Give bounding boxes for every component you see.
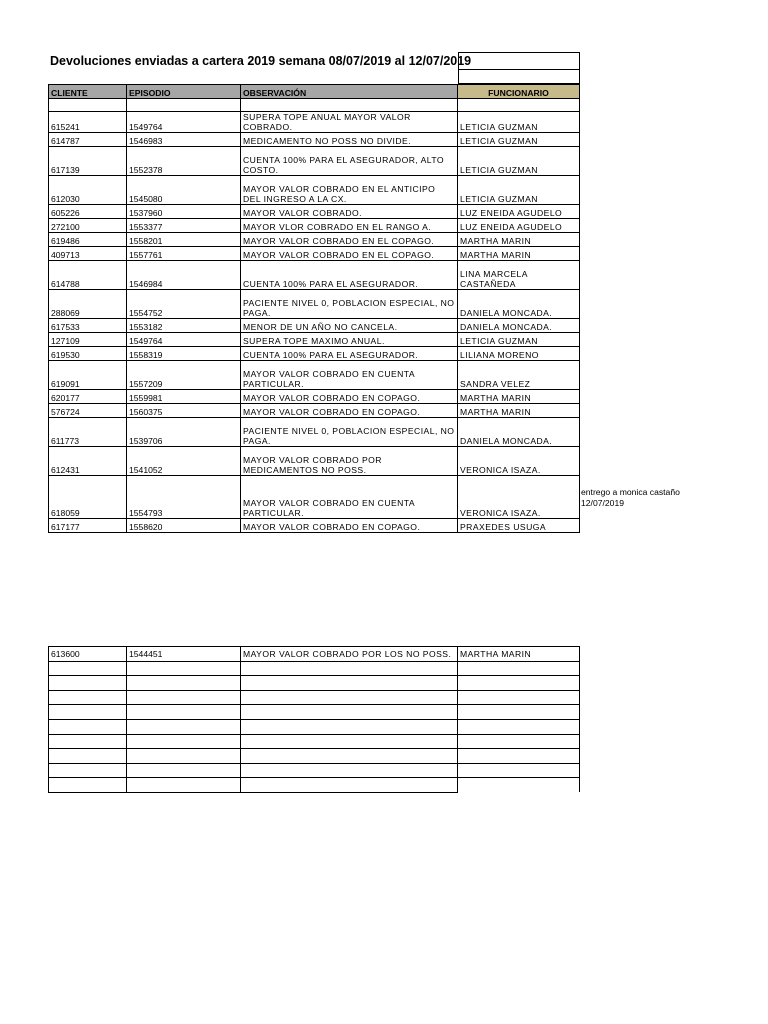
empty-cell[interactable] [458, 676, 580, 691]
table-row[interactable] [49, 290, 580, 319]
observacion-cell[interactable]: MAYOR VLOR COBRADO EN EL RANGO A. [241, 219, 458, 233]
table-row[interactable] [49, 261, 580, 290]
observacion-cell[interactable]: MAYOR VALOR COBRADO POR MEDICAMENTOS NO POSS. [241, 447, 458, 476]
empty-cell[interactable] [127, 719, 241, 734]
empty-cell[interactable] [49, 778, 127, 793]
episodio-cell[interactable]: 1549764 [127, 333, 241, 347]
empty-row[interactable] [49, 661, 580, 676]
observacion-cell[interactable]: MAYOR VALOR COBRADO EN EL ANTICIPO DEL INGRESO A LA CX. [241, 176, 458, 205]
episodio-cell[interactable]: 1546984 [127, 261, 241, 290]
funcionario-cell[interactable]: LUZ ENEIDA AGUDELO [458, 219, 580, 233]
table-row[interactable] [49, 333, 580, 347]
episodio-cell[interactable]: 1553182 [127, 319, 241, 333]
observacion-cell[interactable]: MAYOR VALOR COBRADO EN COPAGO. [241, 519, 458, 533]
cliente-cell[interactable]: 612431 [49, 447, 127, 476]
funcionario-cell[interactable]: SANDRA VELEZ [458, 361, 580, 390]
funcionario-cell[interactable]: DANIELA MONCADA. [458, 418, 580, 447]
episodio-cell[interactable]: 1560375 [127, 404, 241, 418]
empty-cell[interactable] [241, 763, 458, 778]
table-row[interactable] [49, 219, 580, 233]
episodio-cell[interactable]: 1546983 [127, 133, 241, 147]
delivery-note: entrego a monica castaño 12/07/2019 [581, 487, 680, 508]
empty-cell[interactable] [127, 734, 241, 749]
observacion-cell[interactable]: MAYOR VALOR COBRADO EN EL COPAGO. [241, 247, 458, 261]
empty-cell[interactable] [458, 763, 580, 778]
page-title: Devoluciones enviadas a cartera 2019 semana 08/07/2019 al 12/07/2019 [50, 54, 472, 68]
observacion-cell[interactable]: MAYOR VALOR COBRADO EN CUENTA PARTICULAR. [241, 361, 458, 390]
funcionario-cell[interactable]: LETICIA GUZMAN [458, 112, 580, 133]
header-episodio[interactable]: EPISODIO [127, 85, 241, 99]
empty-cell[interactable] [458, 734, 580, 749]
observacion-cell[interactable]: SUPERA TOPE MAXIMO ANUAL. [241, 333, 458, 347]
observacion-cell[interactable]: MENOR DE UN AÑO NO CANCELA. [241, 319, 458, 333]
empty-cell[interactable] [127, 749, 241, 764]
title-box [458, 52, 580, 84]
empty-cell[interactable] [49, 763, 127, 778]
funcionario-cell[interactable]: PRAXEDES USUGA [458, 519, 580, 533]
cliente-cell[interactable]: 617177 [49, 519, 127, 533]
empty-cell[interactable] [127, 763, 241, 778]
cliente-cell[interactable]: 619486 [49, 233, 127, 247]
table-row[interactable] [49, 390, 580, 404]
observacion-cell[interactable]: MAYOR VALOR COBRADO POR LOS NO POSS. [241, 647, 458, 662]
empty-row[interactable] [49, 763, 580, 778]
cliente-cell[interactable]: 272100 [49, 219, 127, 233]
empty-cell[interactable] [241, 749, 458, 764]
funcionario-cell[interactable]: VERONICA ISAZA. [458, 447, 580, 476]
funcionario-cell[interactable]: LUZ ENEIDA AGUDELO [458, 205, 580, 219]
funcionario-cell[interactable]: LILIANA MORENO [458, 347, 580, 361]
empty-row[interactable] [49, 676, 580, 691]
cliente-cell[interactable]: 409713 [49, 247, 127, 261]
empty-cell[interactable] [49, 749, 127, 764]
table-row[interactable] [49, 233, 580, 247]
observacion-cell[interactable]: MAYOR VALOR COBRADO. [241, 205, 458, 219]
empty-cell[interactable] [458, 749, 580, 764]
empty-cell[interactable] [458, 690, 580, 705]
empty-cell[interactable] [127, 690, 241, 705]
empty-cell[interactable] [458, 705, 580, 720]
cliente-cell[interactable]: 288069 [49, 290, 127, 319]
episodio-cell[interactable]: 1544451 [127, 647, 241, 662]
empty-row[interactable] [49, 734, 580, 749]
episodio-cell[interactable]: 1537960 [127, 205, 241, 219]
episodio-cell[interactable]: 1541052 [127, 447, 241, 476]
header-cliente[interactable]: CLIENTE [49, 85, 127, 99]
empty-cell[interactable] [458, 778, 580, 793]
episodio-cell[interactable]: 1554752 [127, 290, 241, 319]
episodio-cell[interactable]: 1558201 [127, 233, 241, 247]
empty-cell[interactable] [49, 734, 127, 749]
cliente-cell[interactable]: 618059 [49, 476, 127, 519]
table-row[interactable] [49, 147, 580, 176]
cliente-cell[interactable]: 619091 [49, 361, 127, 390]
table-row[interactable] [49, 247, 580, 261]
observacion-cell[interactable]: CUENTA 100% PARA EL ASEGURADOR. [241, 261, 458, 290]
table-row[interactable] [49, 404, 580, 418]
observacion-cell[interactable]: PACIENTE NIVEL 0, POBLACION ESPECIAL, NO PAGA. [241, 418, 458, 447]
empty-cell[interactable] [127, 778, 241, 793]
second-table [48, 646, 580, 793]
cliente-cell[interactable]: 617139 [49, 147, 127, 176]
observacion-cell[interactable]: CUENTA 100% PARA EL ASEGURADOR, ALTO COSTO. [241, 147, 458, 176]
episodio-cell[interactable]: 1539706 [127, 418, 241, 447]
funcionario-cell[interactable]: MARTHA MARIN [458, 404, 580, 418]
empty-cell[interactable] [458, 719, 580, 734]
funcionario-cell[interactable]: LETICIA GUZMAN [458, 133, 580, 147]
observacion-cell[interactable]: MEDICAMENTO NO POSS NO DIVIDE. [241, 133, 458, 147]
cliente-cell[interactable]: 617533 [49, 319, 127, 333]
cliente-cell[interactable]: 615241 [49, 112, 127, 133]
cliente-cell[interactable]: 614787 [49, 133, 127, 147]
table-row[interactable] [49, 647, 580, 662]
header-observacion[interactable]: OBSERVACIÓN [241, 85, 458, 99]
funcionario-cell[interactable]: MARTHA MARIN [458, 647, 580, 662]
episodio-cell[interactable]: 1557209 [127, 361, 241, 390]
empty-cell[interactable] [127, 676, 241, 691]
cliente-cell[interactable]: 612030 [49, 176, 127, 205]
table-row[interactable] [49, 519, 580, 533]
funcionario-cell[interactable]: LINA MARCELA CASTAÑEDA [458, 261, 580, 290]
empty-cell[interactable] [127, 705, 241, 720]
observacion-cell[interactable]: MAYOR VALOR COBRADO EN COPAGO. [241, 390, 458, 404]
observacion-cell[interactable]: SUPERA TOPE ANUAL MAYOR VALOR COBRADO. [241, 112, 458, 133]
cliente-cell[interactable]: 605226 [49, 205, 127, 219]
funcionario-cell[interactable]: MARTHA MARIN [458, 390, 580, 404]
table-row[interactable] [49, 133, 580, 147]
observacion-cell[interactable]: PACIENTE NIVEL 0, POBLACION ESPECIAL, NO PAGA. [241, 290, 458, 319]
empty-row[interactable] [49, 749, 580, 764]
empty-cell[interactable] [49, 661, 127, 676]
funcionario-cell[interactable]: MARTHA MARIN [458, 233, 580, 247]
cliente-cell[interactable]: 613600 [49, 647, 127, 662]
funcionario-cell[interactable]: MARTHA MARIN [458, 247, 580, 261]
empty-cell[interactable] [49, 676, 127, 691]
cliente-cell[interactable]: 620177 [49, 390, 127, 404]
empty-cell[interactable] [241, 676, 458, 691]
episodio-cell[interactable]: 1559981 [127, 390, 241, 404]
empty-row[interactable] [49, 778, 580, 793]
table-row[interactable] [49, 361, 580, 390]
empty-cell[interactable] [127, 661, 241, 676]
table-row[interactable] [49, 476, 580, 519]
episodio-cell[interactable]: 1553377 [127, 219, 241, 233]
cliente-cell[interactable]: 127109 [49, 333, 127, 347]
table-row[interactable] [49, 319, 580, 333]
table-row[interactable] [49, 205, 580, 219]
observacion-cell[interactable]: MAYOR VALOR COBRADO EN EL COPAGO. [241, 233, 458, 247]
empty-cell[interactable] [458, 661, 580, 676]
table-row[interactable] [49, 447, 580, 476]
empty-cell[interactable] [241, 734, 458, 749]
empty-row[interactable] [49, 719, 580, 734]
empty-cell[interactable] [49, 719, 127, 734]
funcionario-cell[interactable]: DANIELA MONCADA. [458, 319, 580, 333]
empty-cell[interactable] [241, 778, 458, 793]
episodio-cell[interactable]: 1545080 [127, 176, 241, 205]
episodio-cell[interactable]: 1557761 [127, 247, 241, 261]
observacion-cell[interactable]: MAYOR VALOR COBRADO EN CUENTA PARTICULAR. [241, 476, 458, 519]
cliente-cell[interactable]: 611773 [49, 418, 127, 447]
episodio-cell[interactable]: 1554793 [127, 476, 241, 519]
observacion-cell[interactable]: MAYOR VALOR COBRADO EN COPAGO. [241, 404, 458, 418]
funcionario-cell[interactable]: VERONICA ISAZA. [458, 476, 580, 519]
funcionario-cell[interactable]: DANIELA MONCADA. [458, 290, 580, 319]
observacion-cell[interactable]: CUENTA 100% PARA EL ASEGURADOR. [241, 347, 458, 361]
funcionario-cell[interactable]: LETICIA GUZMAN [458, 333, 580, 347]
funcionario-cell[interactable]: LETICIA GUZMAN [458, 176, 580, 205]
table-row[interactable] [49, 176, 580, 205]
table-row[interactable] [49, 112, 580, 133]
episodio-cell[interactable]: 1558620 [127, 519, 241, 533]
episodio-cell[interactable]: 1549764 [127, 112, 241, 133]
table-row[interactable] [49, 418, 580, 447]
cliente-cell[interactable]: 614788 [49, 261, 127, 290]
empty-row[interactable] [49, 705, 580, 720]
empty-cell[interactable] [49, 690, 127, 705]
empty-cell[interactable] [241, 690, 458, 705]
empty-cell[interactable] [241, 661, 458, 676]
empty-cell[interactable] [241, 705, 458, 720]
cliente-cell[interactable]: 576724 [49, 404, 127, 418]
episodio-cell[interactable]: 1558319 [127, 347, 241, 361]
empty-row[interactable] [49, 690, 580, 705]
funcionario-cell[interactable]: LETICIA GUZMAN [458, 147, 580, 176]
returns-table [48, 84, 580, 533]
cliente-cell[interactable]: 619530 [49, 347, 127, 361]
table-row[interactable] [49, 347, 580, 361]
header-funcionario[interactable]: FUNCIONARIO [458, 85, 580, 99]
empty-cell[interactable] [49, 705, 127, 720]
empty-cell[interactable] [241, 719, 458, 734]
episodio-cell[interactable]: 1552378 [127, 147, 241, 176]
